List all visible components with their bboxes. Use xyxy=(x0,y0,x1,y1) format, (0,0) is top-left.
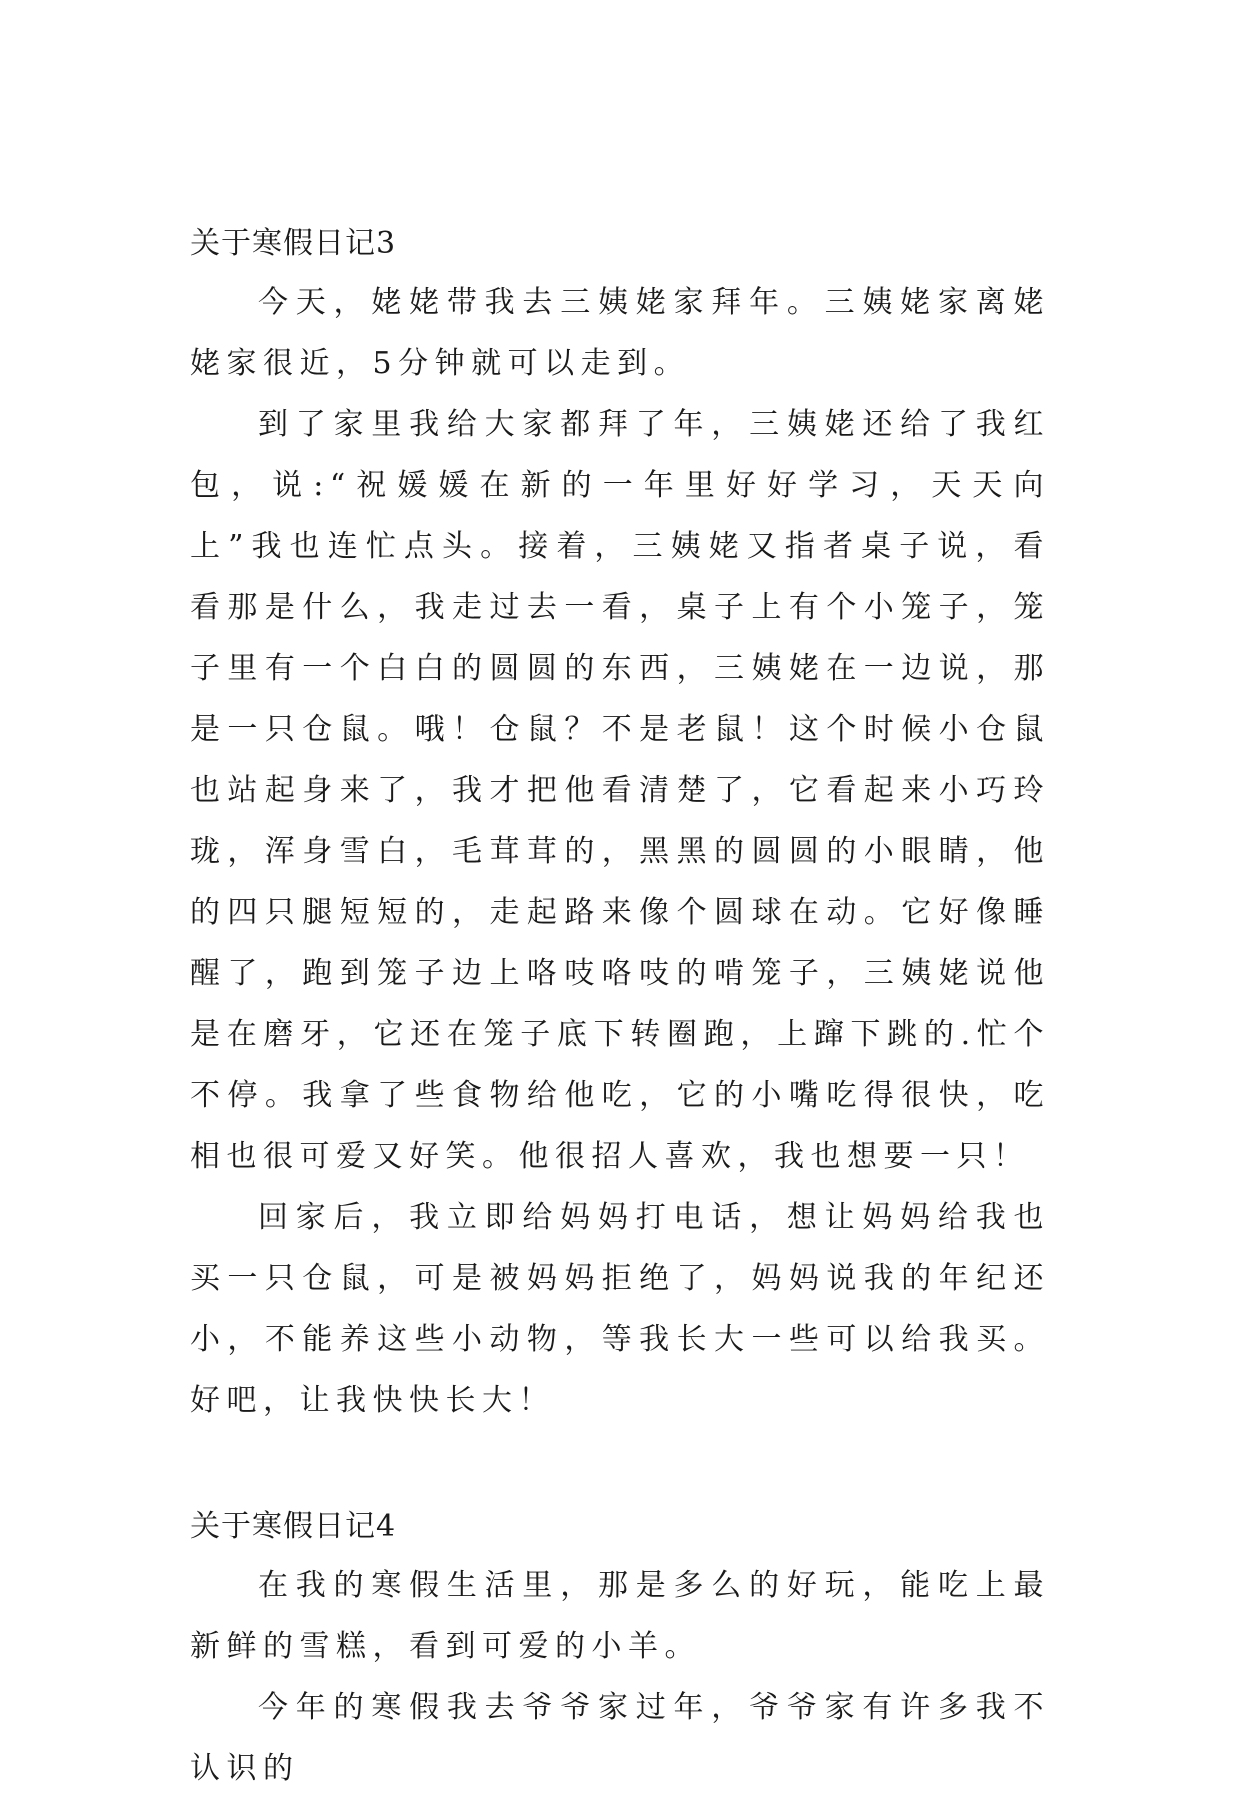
paragraph: 回家后，我立即给妈妈打电话，想让妈妈给我也买一只仓鼠，可是被妈妈拒绝了，妈妈说我的年纪还小，不能养这些小动物，等我长大一些可以给我买。好吧，让我快快长大！ xyxy=(190,1200,1050,1418)
diary-entry-4 xyxy=(190,1499,1050,1799)
diary-entry-3 xyxy=(190,216,1050,1431)
entry-title: 关于寒假日记3 xyxy=(190,226,397,261)
document-body xyxy=(190,216,1050,1799)
paragraph: 今天，姥姥带我去三姨姥家拜年。三姨姥家离姥姥家很近，5分钟就可以走到。 xyxy=(190,285,1050,381)
paragraph: 在我的寒假生活里，那是多么的好玩，能吃上最新鲜的雪糕，看到可爱的小羊。 xyxy=(190,1568,1050,1664)
entry-title: 关于寒假日记4 xyxy=(190,1509,397,1544)
paragraph: 今年的寒假我去爷爷家过年，爷爷家有许多我不认识的 xyxy=(190,1690,1050,1786)
paragraph: 到了家里我给大家都拜了年，三姨姥还给了我红包，说:“祝媛媛在新的一年里好好学习，天天向上”我也连忙点头。接着，三姨姥又指者桌子说，看看那是什么，我走过去一看，桌子上有个小笼子，笼子里有一个白白的圆圆的东西，三姨姥在一边说，那是一只仓鼠。哦！仓鼠？不是老鼠！这个时候小仓鼠也站起身来了，我才把他看清楚了，它看起来小巧玲珑，浑身雪白，毛茸茸的，黑黑的圆圆的小眼睛，他的四只腿短短的，走起路来像个圆球在动。它好像睡醒了，跑到笼子边上咯吱咯吱的啃笼子，三姨姥说他是在磨牙，它还在笼子底下转圈跑，上蹿下跳的.忙个不停。我拿了些食物给他吃，它的小嘴吃得很快，吃相也很可爱又好笑。他很招人喜欢，我也想要一只！ xyxy=(190,407,1050,1174)
